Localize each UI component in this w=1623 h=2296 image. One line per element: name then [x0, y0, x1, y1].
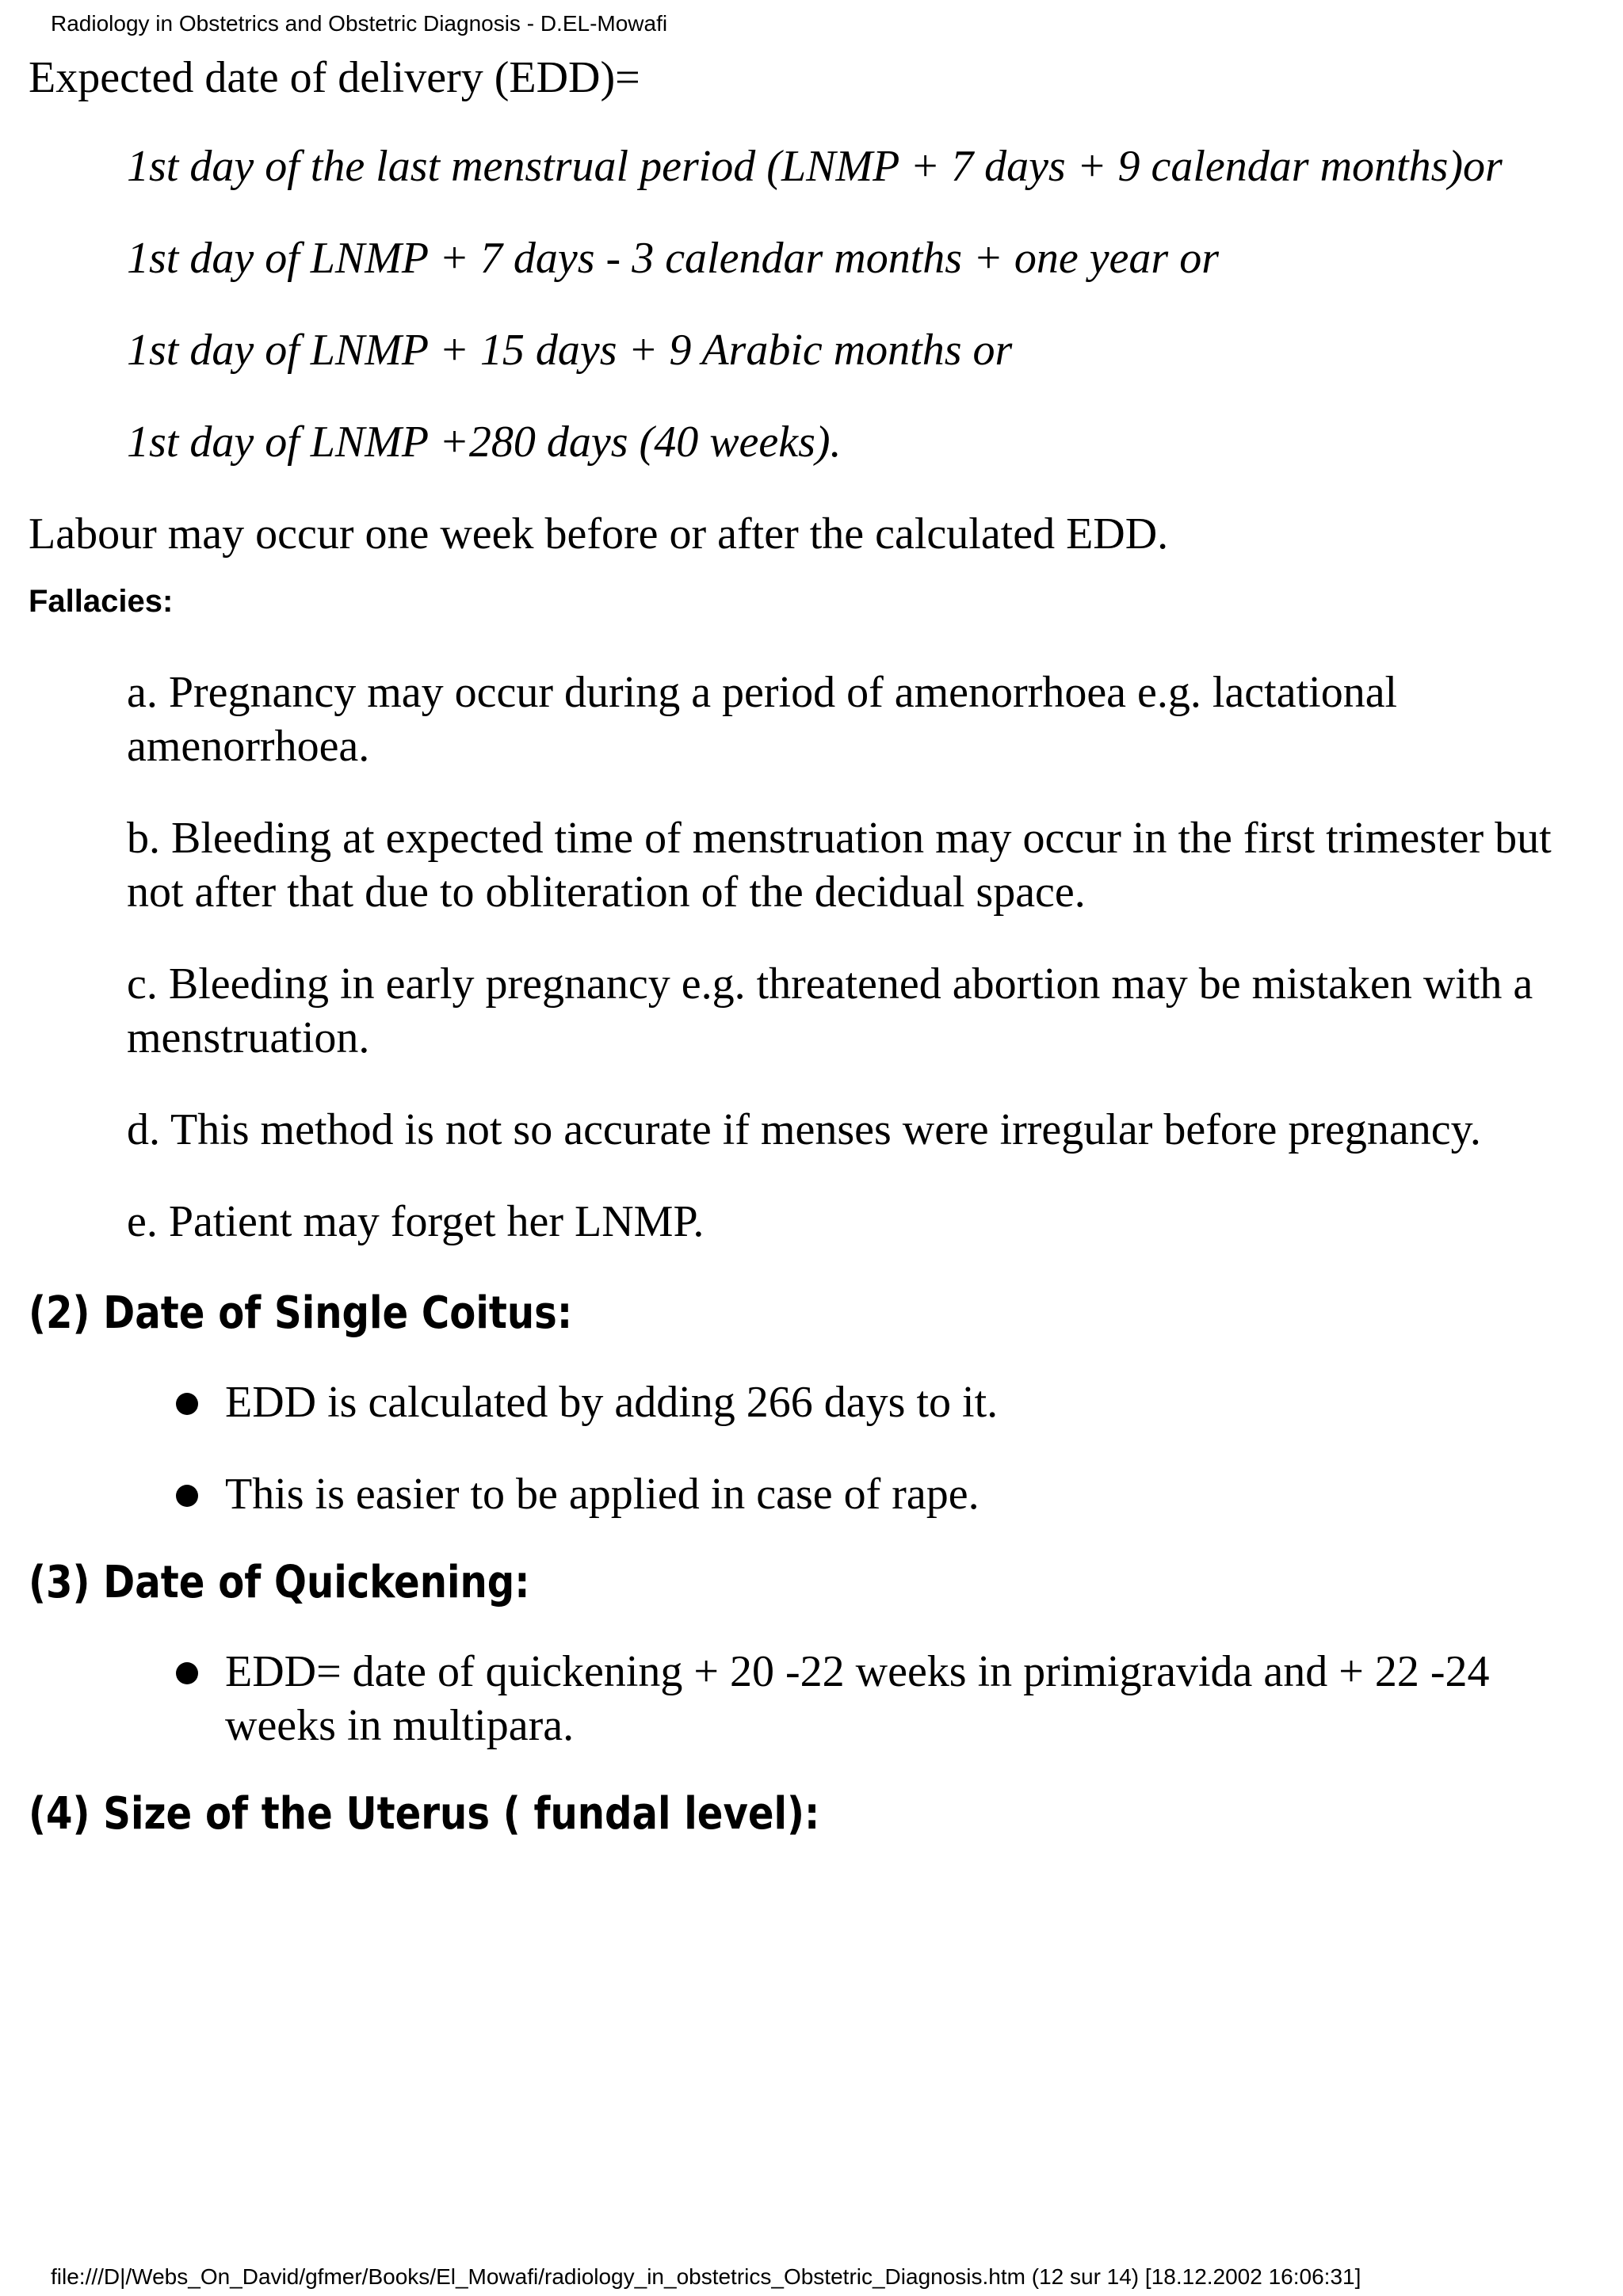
edd-intro: Expected date of delivery (EDD)= — [29, 53, 640, 102]
document-body — [29, 51, 1582, 1876]
labour-note: Labour may occur one week before or after the calculated EDD. — [29, 509, 1169, 559]
bullet-icon — [176, 1662, 198, 1684]
list-item — [225, 1645, 1556, 1753]
edd-formula-2: 1st day of LNMP + 7 days - 3 calendar months + one year or — [127, 234, 1219, 283]
quickening-list — [29, 1645, 1582, 1753]
fallacy-item: e. Patient may forget her LNMP. — [127, 1197, 705, 1246]
list-item-text: EDD= date of quickening + 20 -22 weeks in primigravida and + 22 -24 weeks in multipara. — [225, 1647, 1490, 1750]
fallacy-item: d. This method is not so accurate if menses were irregular before pregnancy. — [127, 1105, 1481, 1154]
list-item — [225, 1467, 1556, 1521]
list-item — [225, 1375, 1556, 1429]
list-item-text: EDD is calculated by adding 266 days to it. — [225, 1378, 999, 1427]
edd-formula-4: 1st day of LNMP +280 days (40 weeks). — [127, 418, 842, 467]
section-heading-single-coitus: (2) Date of Single Coitus: — [29, 1287, 573, 1339]
edd-formula-3: 1st day of LNMP + 15 days + 9 Arabic months or — [127, 326, 1013, 375]
edd-formula-1: 1st day of the last menstrual period (LNMP + 7 days + 9 calendar months)or — [127, 142, 1503, 191]
list-item-text: This is easier to be applied in case of rape. — [225, 1470, 980, 1519]
fallacy-item: a. Pregnancy may occur during a period of amenorrhoea e.g. lactational amenorrhoea. — [127, 668, 1398, 771]
page-footer-path: file:///D|/Webs_On_David/gfmer/Books/El_Mowafi/radiology_in_obstetrics_Obstetric_Diagnosis.htm (12 sur 14) [18.12.2002 16:06:31] — [51, 2264, 1361, 2289]
fallacy-item: b. Bleeding at expected time of menstruation may occur in the first trimester but not after that due to obliteration of the decidual space. — [127, 814, 1552, 917]
single-coitus-list — [29, 1375, 1582, 1521]
page-header-title: Radiology in Obstetrics and Obstetric Diagnosis - D.EL-Mowafi — [51, 11, 668, 36]
section-heading-uterus-size: (4) Size of the Uterus ( fundal level): — [29, 1788, 820, 1840]
fallacies-label: Fallacies: — [29, 584, 174, 619]
fallacy-item: c. Bleeding in early pregnancy e.g. threatened abortion may be mistaken with a menstruation. — [127, 959, 1533, 1062]
bullet-icon — [176, 1485, 198, 1507]
section-heading-quickening: (3) Date of Quickening: — [29, 1557, 530, 1608]
bullet-icon — [176, 1393, 198, 1415]
